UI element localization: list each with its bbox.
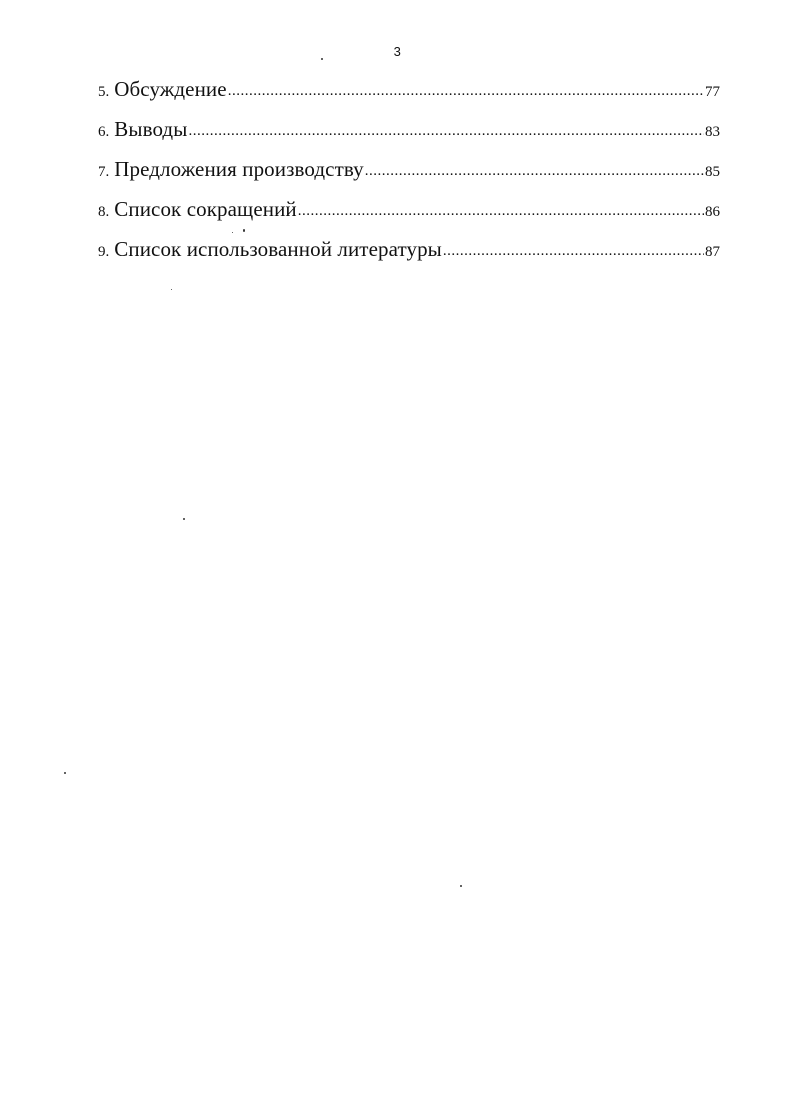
toc-entry [98, 154, 720, 194]
scan-speck [243, 229, 245, 232]
toc-entry [98, 234, 720, 274]
toc-dot-leader [298, 196, 704, 226]
toc-entry-title: Выводы [114, 117, 188, 141]
toc-entry-title: Список сокращений [114, 197, 297, 221]
scan-speck [460, 885, 462, 887]
toc-entry-page: 87 [705, 244, 720, 260]
scan-speck [64, 772, 66, 774]
scan-speck [171, 289, 172, 290]
toc-entry-title: Список использованной литературы [114, 237, 442, 261]
scan-speck [321, 58, 323, 60]
toc-entry-title: Обсуждение [114, 77, 227, 101]
toc-entry-page: 86 [705, 204, 720, 220]
toc-entry-number: 8. [98, 204, 110, 220]
toc-entry-page: 85 [705, 164, 720, 180]
toc-entry-number: 6. [98, 124, 110, 140]
toc-entry-title: Предложения производству [114, 157, 364, 181]
scan-speck [183, 518, 185, 520]
toc-entry [98, 194, 720, 234]
toc-dot-leader [188, 116, 704, 146]
toc-entry-page: 77 [705, 84, 720, 100]
toc-entry-number: 5. [98, 84, 110, 100]
toc-dot-leader [228, 76, 704, 106]
toc-entry-number: 9. [98, 244, 110, 260]
table-of-contents [98, 74, 720, 274]
toc-dot-leader [443, 236, 704, 266]
toc-entry [98, 74, 720, 114]
page-number: 3 [393, 44, 402, 59]
scan-speck [232, 232, 233, 233]
toc-entry-number: 7. [98, 164, 110, 180]
toc-entry [98, 114, 720, 154]
toc-entry-page: 83 [705, 124, 720, 140]
toc-dot-leader [365, 156, 704, 186]
